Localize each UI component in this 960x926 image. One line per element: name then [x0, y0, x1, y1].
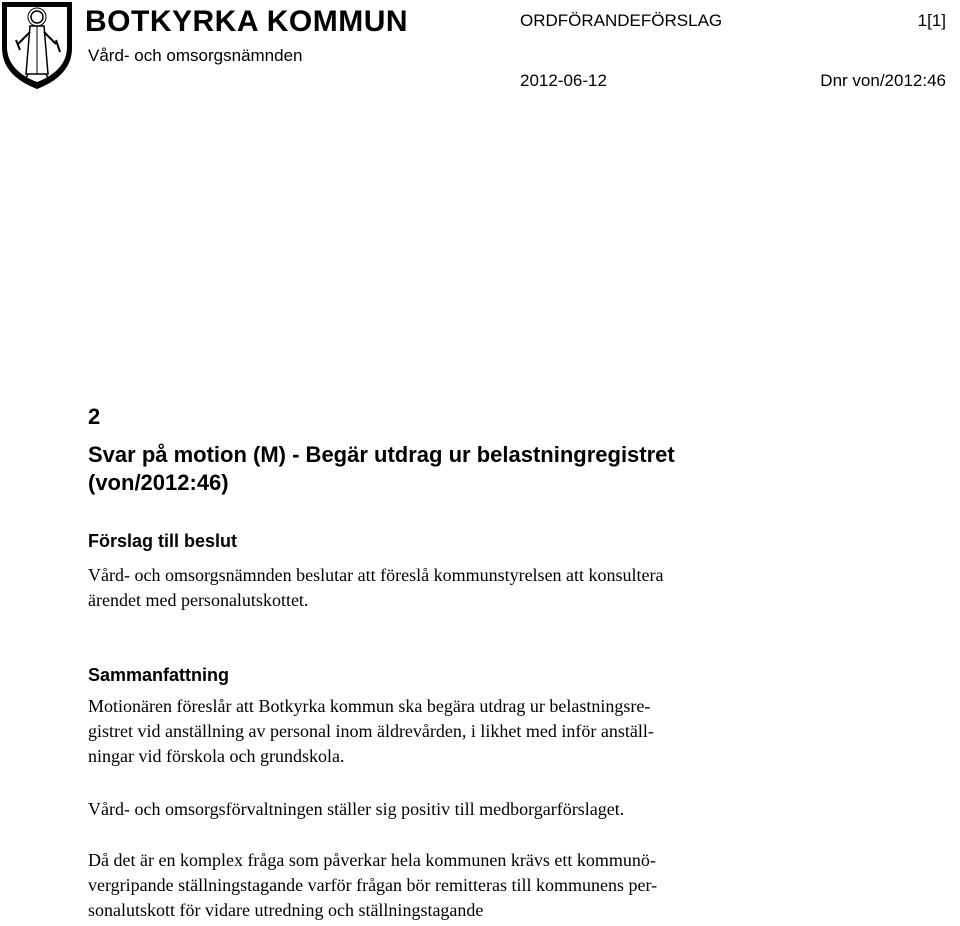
coat-of-arms-icon: [0, 0, 74, 90]
summary-paragraph-3: [88, 848, 878, 923]
text-line: sonalutskott för vidare utredning och ställningstagande: [88, 900, 484, 920]
text-line: Motionären föreslår att Botkyrka kommun ska begära utdrag ur belastningsre-: [88, 696, 651, 716]
text-line: ärendet med personalutskottet.: [88, 590, 309, 610]
summary-heading: Sammanfattning: [88, 665, 230, 685]
title-line: Svar på motion (M) - Begär utdrag ur belastningregistret: [88, 442, 675, 467]
text-line: gistret vid anställning av personal inom äldrevården, i likhet med inför anställ-: [88, 721, 654, 741]
document-date: 2012-06-12: [520, 71, 607, 90]
text-line: vergripande ställningstagande varför frågan bör remitteras till kommunens per-: [88, 875, 658, 895]
department-name: Vård- och omsorgsnämnden: [88, 46, 303, 65]
item-number: 2: [88, 404, 101, 429]
text-line: Vård- och omsorgsförvaltningen ställer sig positiv till medborgarförslaget.: [88, 799, 625, 819]
document-type: ORDFÖRANDEFÖRSLAG: [520, 11, 723, 30]
organization-name: BOTKYRKA KOMMUN: [85, 5, 409, 38]
text-line: ningar vid förskola och grundskola.: [88, 746, 345, 766]
title-line: (von/2012:46): [88, 470, 229, 495]
summary-paragraph-2: [88, 797, 878, 822]
proposal-text: [88, 563, 878, 613]
page-number: 1[1]: [917, 11, 946, 30]
text-line: Då det är en komplex fråga som påverkar hela kommunen krävs ett kommunö-: [88, 850, 656, 870]
proposal-heading: Förslag till beslut: [88, 531, 238, 551]
document-registration-number: Dnr von/2012:46: [820, 71, 946, 90]
summary-paragraph-1: [88, 694, 878, 769]
text-line: Vård- och omsorgsnämnden beslutar att föreslå kommunstyrelsen att konsultera: [88, 565, 664, 585]
document-title: [88, 441, 908, 497]
